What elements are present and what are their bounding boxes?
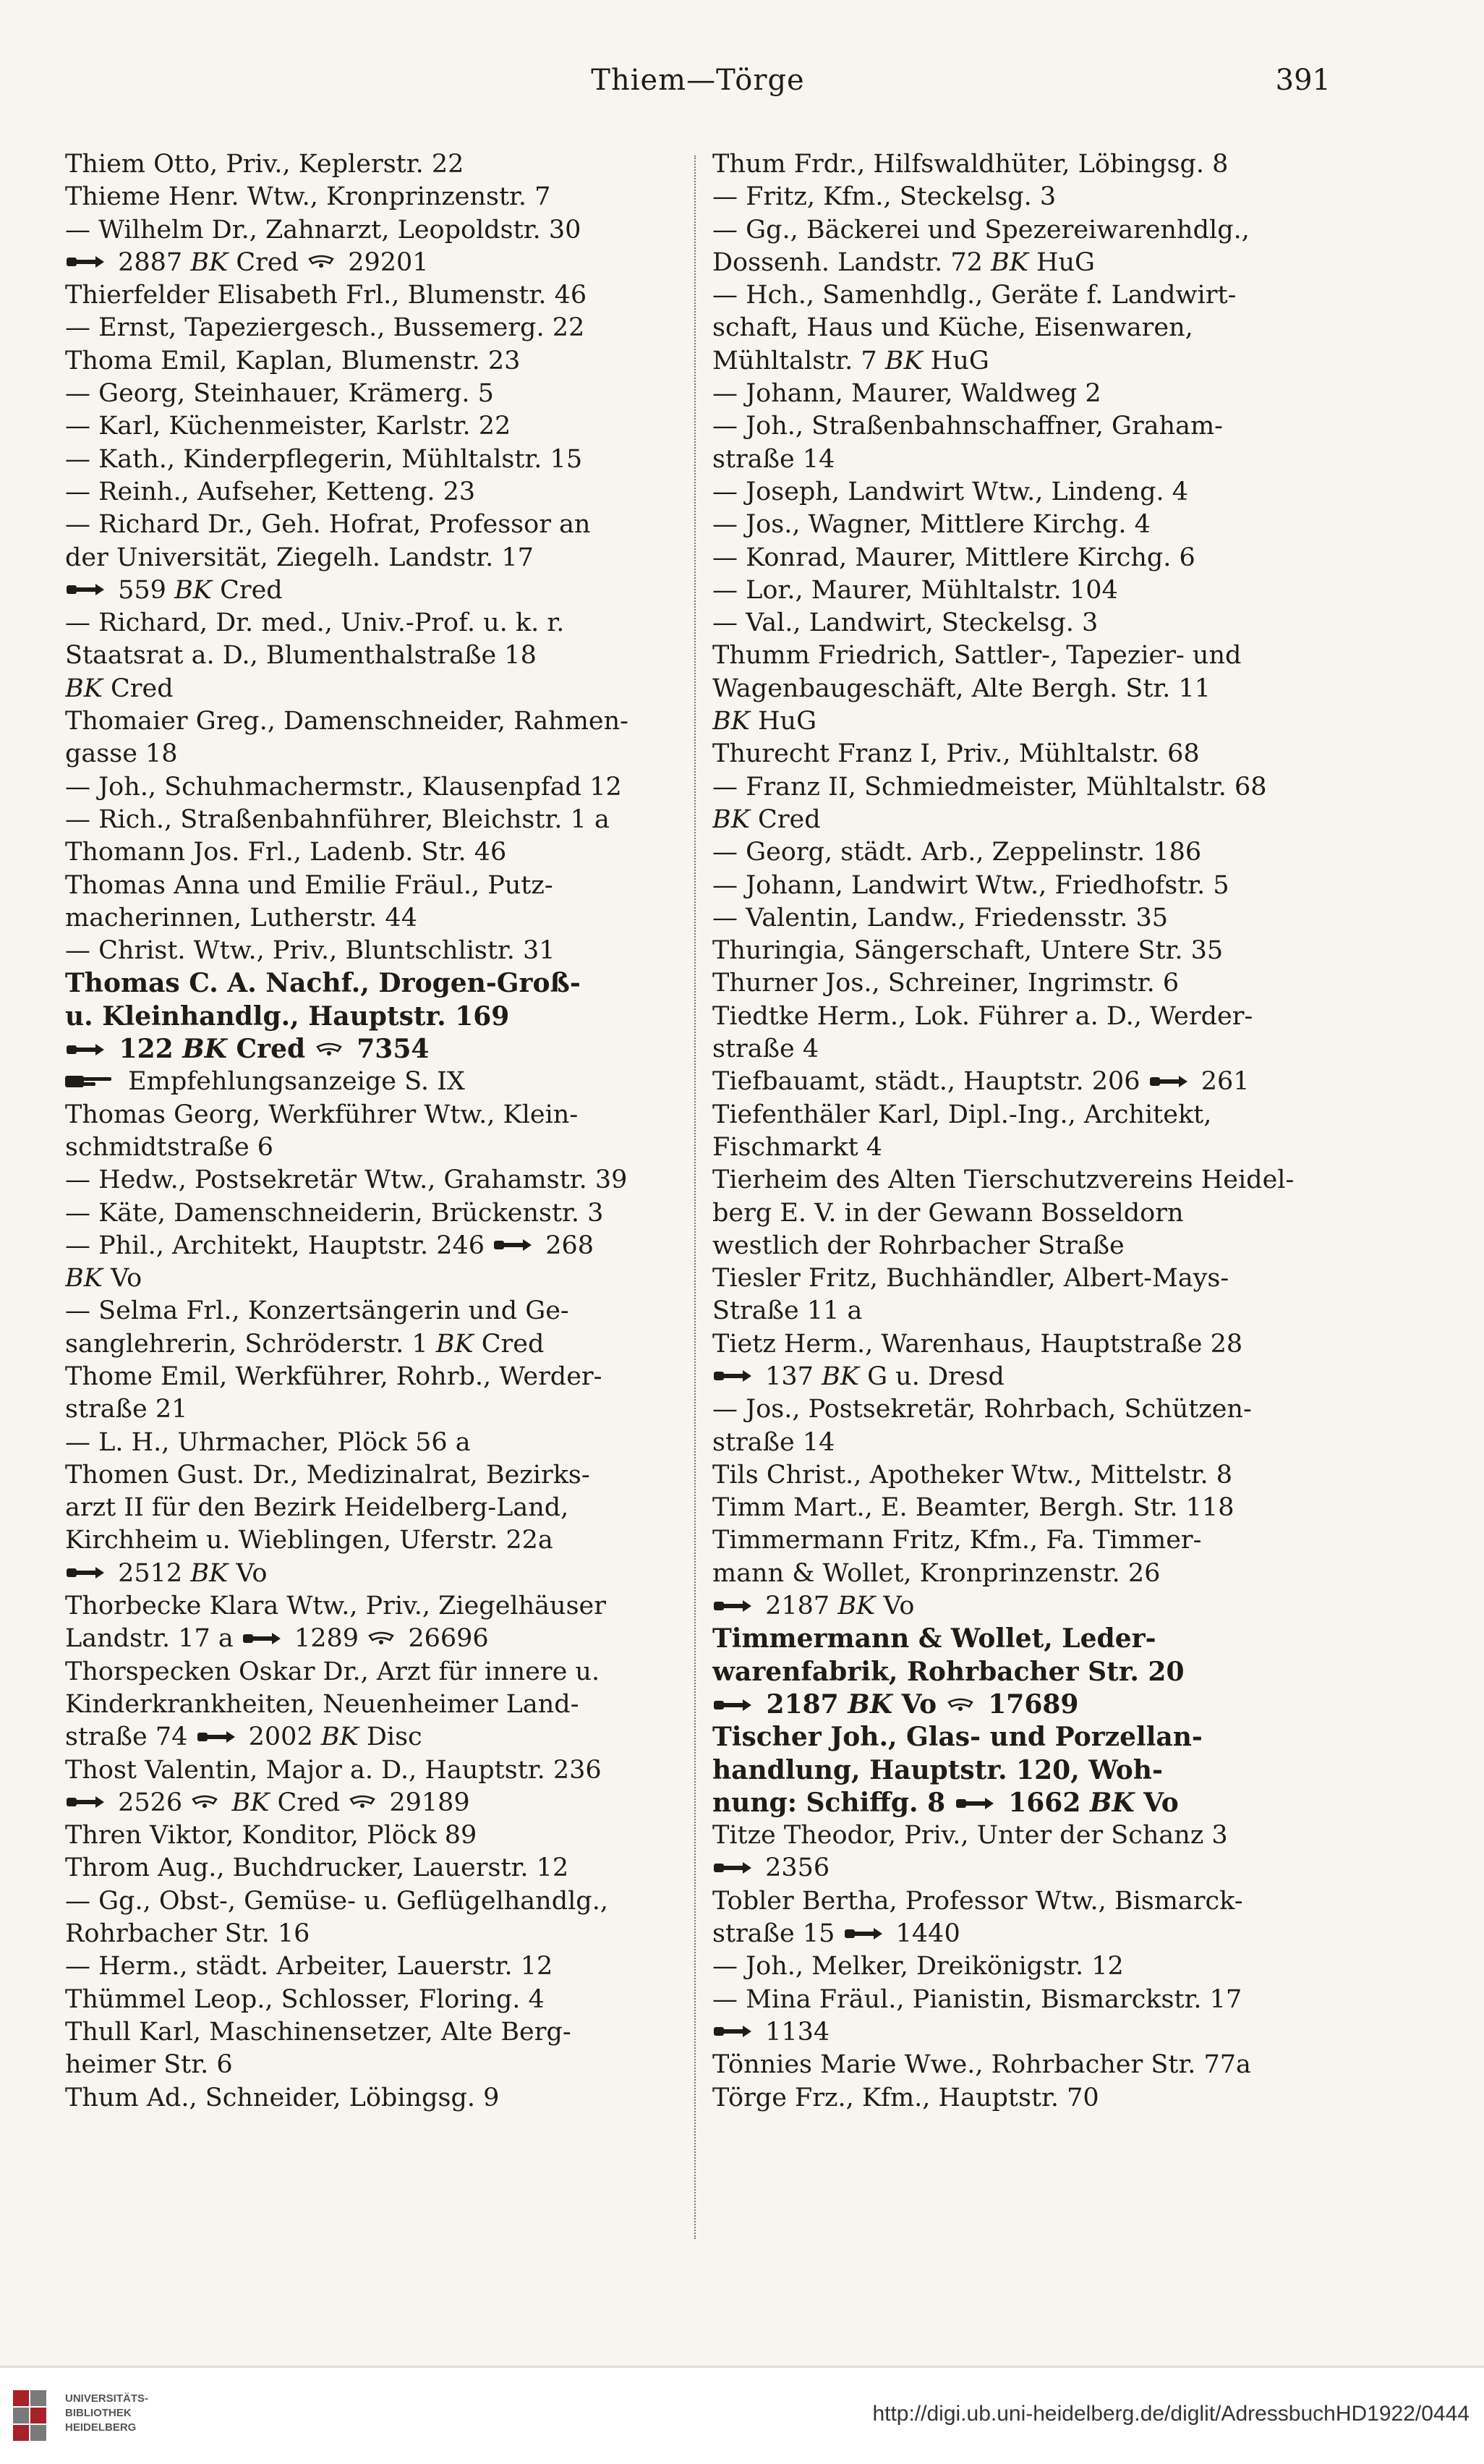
entry-line: 122 BK Cred 7354 bbox=[130, 1033, 680, 1066]
directory-entry bbox=[65, 771, 680, 804]
entry-line: — Johann, Landwirt Wtw., Friedhofstr. 5 bbox=[712, 870, 1229, 900]
directory-entry bbox=[65, 935, 680, 967]
entry-line: BK Cred bbox=[65, 674, 174, 703]
entry-line: 2887 BK Cred 29201 bbox=[130, 247, 680, 279]
telephone-icon bbox=[492, 1238, 533, 1252]
entry-line: 137 BK G u. Dresd bbox=[777, 1361, 1327, 1393]
entry-line: u. Kleinhandlg., Hauptstr. 169 bbox=[65, 1001, 510, 1032]
telephone-icon bbox=[712, 2024, 753, 2039]
directory-entry bbox=[712, 1819, 1327, 1885]
logo-text bbox=[65, 2392, 210, 2435]
directory-entry bbox=[65, 1656, 680, 1754]
entry-line: Throm Aug., Buchdrucker, Lauerstr. 12 bbox=[65, 1853, 569, 1883]
directory-entry bbox=[65, 1984, 680, 2016]
entry-line: — Ernst, Tapeziergesch., Bussemerg. 22 bbox=[65, 313, 585, 343]
directory-entry bbox=[712, 148, 1327, 181]
entry-line: Tönnies Marie Wwe., Rohrbacher Str. 77a bbox=[712, 2050, 1251, 2080]
telephone-icon bbox=[65, 1795, 106, 1809]
pointing-hand-icon bbox=[65, 1073, 116, 1090]
directory-entry bbox=[65, 607, 680, 705]
entry-line: — Joh., Straßenbahnschaffner, Graham- bbox=[712, 412, 1223, 441]
directory-entry bbox=[712, 1885, 1327, 1951]
directory-entry bbox=[712, 214, 1327, 280]
directory-entry bbox=[65, 967, 680, 1066]
directory-entry bbox=[712, 2082, 1327, 2115]
running-title: Thiem—Törge bbox=[591, 64, 805, 97]
directory-entry bbox=[65, 1590, 680, 1656]
entry-line: Thumm Friedrich, Sattler-, Tapezier- und bbox=[712, 641, 1242, 671]
entry-line: Thomas Anna und Emilie Fräul., Putz- bbox=[65, 870, 553, 900]
telephone-icon bbox=[65, 1566, 106, 1580]
telephone-icon bbox=[65, 1042, 106, 1057]
entry-line: — Hch., Samenhdlg., Geräte f. Landwirt- bbox=[712, 281, 1237, 310]
entry-line: — Kath., Kinderpflegerin, Mühltalstr. 15 bbox=[65, 444, 583, 474]
directory-entry bbox=[65, 1099, 680, 1165]
entry-line: Dossenh. Landstr. 72 BK HuG bbox=[712, 247, 1096, 277]
directory-entry bbox=[712, 378, 1327, 410]
entry-line: Mühltalstr. 7 BK HuG bbox=[712, 346, 989, 375]
entry-line: Tischer Joh., Glas- und Porzellan- bbox=[712, 1722, 1203, 1753]
entry-line: Titze Theodor, Priv., Unter der Schanz 3 bbox=[712, 1821, 1228, 1851]
directory-entry bbox=[65, 1819, 680, 1852]
entry-line: Thomaier Greg., Damenschneider, Rahmen- bbox=[65, 707, 628, 736]
telephone-icon bbox=[712, 1369, 753, 1383]
telephone-icon bbox=[843, 1926, 884, 1941]
directory-entry bbox=[712, 476, 1327, 509]
directory-entry bbox=[712, 870, 1327, 902]
entry-line: Thome Emil, Werkführer, Rohrb., Werder- bbox=[65, 1361, 602, 1391]
entry-line: straße 21 bbox=[65, 1395, 188, 1424]
phone-receiver-icon bbox=[946, 1698, 975, 1712]
entry-line: Tiefenthäler Karl, Dipl.-Ing., Architekt, bbox=[712, 1100, 1212, 1129]
directory-entry bbox=[65, 214, 680, 280]
entry-line: straße 14 bbox=[712, 1427, 835, 1457]
entry-line: Thum Frdr., Hilfswaldhüter, Löbingsg. 8 bbox=[712, 150, 1229, 179]
directory-entry bbox=[65, 378, 680, 410]
entry-line: Thren Viktor, Konditor, Plöck 89 bbox=[65, 1821, 477, 1851]
entry-line: — Phil., Architekt, Hauptstr. 246 268 bbox=[65, 1231, 594, 1260]
entry-line: der Universität, Ziegelh. Landstr. 17 bbox=[65, 543, 534, 572]
entry-line: Thuringia, Sängerschaft, Untere Str. 35 bbox=[712, 936, 1224, 966]
entry-line: BK Vo bbox=[65, 1264, 142, 1293]
directory-entry bbox=[712, 1099, 1327, 1165]
left-column bbox=[65, 148, 680, 2261]
entry-line: Thiem Otto, Priv., Keplerstr. 22 bbox=[65, 150, 464, 179]
directory-entry bbox=[712, 836, 1327, 869]
entry-line: Tierheim des Alten Tierschutzvereins Heidel- bbox=[712, 1165, 1295, 1195]
directory-entry bbox=[65, 476, 680, 509]
directory-entry bbox=[65, 1885, 680, 1951]
bank-code: BK bbox=[884, 346, 923, 375]
directory-entry bbox=[712, 1328, 1327, 1394]
entry-line: Törge Frz., Kfm., Hauptstr. 70 bbox=[712, 2083, 1099, 2112]
logo-line: BIBLIOTHEK bbox=[65, 2407, 132, 2419]
directory-entry bbox=[65, 1754, 680, 1820]
directory-entry bbox=[712, 967, 1327, 1000]
directory-entry bbox=[65, 1361, 680, 1427]
entry-line: Thorspecken Oskar Dr., Arzt für innere u. bbox=[65, 1657, 600, 1686]
entry-line: Tobler Bertha, Professor Wtw., Bismarck- bbox=[712, 1886, 1243, 1916]
entry-line: westlich der Rohrbacher Straße bbox=[712, 1231, 1125, 1260]
directory-entry bbox=[712, 771, 1327, 837]
entry-line: Thümmel Leop., Schlosser, Floring. 4 bbox=[65, 1984, 545, 2014]
entry-line: Tiefbauamt, städt., Hauptstr. 206 261 bbox=[712, 1067, 1250, 1097]
telephone-icon bbox=[955, 1796, 995, 1811]
entry-line: — Gg., Bäckerei und Spezereiwarenhdlg., bbox=[712, 215, 1250, 245]
entry-line: Kirchheim u. Wieblingen, Uferstr. 22a bbox=[65, 1526, 553, 1555]
entry-line: — Fritz, Kfm., Steckelsg. 3 bbox=[712, 182, 1057, 212]
page-number: 391 bbox=[1275, 64, 1331, 97]
entry-line: — Joh., Melker, Dreikönigstr. 12 bbox=[712, 1952, 1124, 1981]
entry-line: schmidtstraße 6 bbox=[65, 1132, 274, 1162]
directory-entry bbox=[65, 1164, 680, 1197]
directory-entry bbox=[65, 2082, 680, 2115]
entry-line: mann & Wollet, Kronprinzenstr. 26 bbox=[712, 1558, 1161, 1588]
entry-line: 2187 BK Vo bbox=[777, 1590, 1327, 1623]
directory-entry bbox=[712, 1393, 1327, 1459]
telephone-icon bbox=[65, 582, 106, 597]
entry-line: — Herm., städt. Arbeiter, Lauerstr. 12 bbox=[65, 1952, 553, 1981]
directory-entry bbox=[712, 607, 1327, 640]
entry-line: schaft, Haus und Küche, Eisenwaren, bbox=[712, 313, 1193, 343]
directory-entry bbox=[712, 2049, 1327, 2081]
directory-entry bbox=[65, 181, 680, 213]
entry-line: straße 15 1440 bbox=[712, 1919, 960, 1949]
entry-line: — Richard, Dr. med., Univ.-Prof. u. k. r. bbox=[65, 608, 565, 638]
entry-line: gasse 18 bbox=[65, 739, 178, 769]
entry-line: Thorbecke Klara Wtw., Priv., Ziegelhäuser bbox=[65, 1592, 606, 1621]
phone-receiver-icon bbox=[307, 255, 336, 269]
directory-entry bbox=[65, 804, 680, 836]
bank-code: BK bbox=[65, 674, 103, 703]
bank-code: BK bbox=[190, 247, 229, 277]
entry-line: BK Cred bbox=[712, 804, 821, 834]
entry-line: Timmermann Fritz, Kfm., Fa. Timmer- bbox=[712, 1526, 1202, 1555]
entry-line: straße 74 2002 BK Disc bbox=[65, 1722, 422, 1752]
viewer-footer bbox=[0, 2366, 1484, 2464]
entry-line: nung: Schiffg. 8 1662 BK Vo bbox=[712, 1787, 1179, 1818]
bank-code: BK bbox=[190, 1558, 229, 1588]
entry-line: Landstr. 17 a 1289 26696 bbox=[65, 1624, 489, 1654]
entry-line: macherinnen, Lutherstr. 44 bbox=[65, 903, 417, 933]
entry-line: — Karl, Küchenmeister, Karlstr. 22 bbox=[65, 412, 511, 441]
directory-entry bbox=[65, 870, 680, 935]
directory-entry bbox=[712, 509, 1327, 541]
entry-line: heimer Str. 6 bbox=[65, 2050, 233, 2080]
entry-line: Tiedtke Herm., Lok. Führer a. D., Werder- bbox=[712, 1001, 1253, 1031]
directory-entry bbox=[65, 345, 680, 378]
entry-line: — Georg, Steinhauer, Krämerg. 5 bbox=[65, 379, 494, 409]
entry-line: — Valentin, Landw., Friedensstr. 35 bbox=[712, 903, 1169, 933]
directory-entry bbox=[65, 410, 680, 443]
entry-line: 2512 BK Vo bbox=[130, 1558, 680, 1590]
bank-code: BK bbox=[435, 1329, 474, 1359]
bank-code: BK bbox=[65, 1264, 103, 1293]
directory-entry bbox=[65, 312, 680, 344]
entry-line: Empfehlungsanzeige S. IX bbox=[130, 1066, 680, 1098]
directory-entry bbox=[65, 1427, 680, 1459]
entry-line: Rohrbacher Str. 16 bbox=[65, 1919, 310, 1949]
entry-line: — Johann, Maurer, Waldweg 2 bbox=[712, 379, 1101, 409]
directory-entry bbox=[712, 1984, 1327, 2049]
directory-entry bbox=[712, 279, 1327, 378]
directory-entry bbox=[712, 1623, 1327, 1721]
directory-entry bbox=[712, 1164, 1327, 1262]
directory-entry bbox=[712, 1459, 1327, 1492]
entry-line: — Mina Fräul., Pianistin, Bismarckstr. 17 bbox=[712, 1984, 1242, 2014]
source-url-link[interactable]: http://digi.ub.uni-heidelberg.de/diglit/AdressbuchHD1922/0444 bbox=[872, 2402, 1470, 2426]
logo-line: HEIDELBERG bbox=[65, 2421, 137, 2434]
entry-line: Thierfelder Elisabeth Frl., Blumenstr. 46 bbox=[65, 281, 587, 310]
directory-entry bbox=[65, 509, 680, 607]
directory-entry bbox=[712, 1262, 1327, 1328]
directory-entry bbox=[712, 1524, 1327, 1623]
entry-line: — Selma Frl., Konzertsängerin und Ge- bbox=[65, 1296, 569, 1326]
directory-entry bbox=[712, 410, 1327, 476]
directory-entry bbox=[712, 574, 1327, 607]
bank-code: BK bbox=[990, 247, 1028, 277]
entry-line: 2187 BK Vo 17689 bbox=[777, 1688, 1327, 1721]
footer-rule bbox=[0, 2366, 1484, 2368]
entry-line: Thurner Jos., Schreiner, Ingrimstr. 6 bbox=[712, 969, 1180, 998]
entry-line: — Joh., Schuhmachermstr., Klausenpfad 12 bbox=[65, 772, 622, 802]
bank-code: BK bbox=[320, 1722, 359, 1752]
directory-entry bbox=[712, 935, 1327, 967]
entry-line: 559 BK Cred bbox=[130, 574, 680, 607]
directory-entry bbox=[712, 1001, 1327, 1066]
directory-entry bbox=[712, 1492, 1327, 1524]
entry-line: Thull Karl, Maschinensetzer, Alte Berg- bbox=[65, 2017, 571, 2047]
directory-entry bbox=[65, 1950, 680, 1983]
directory-entry bbox=[712, 542, 1327, 574]
bank-code: BK bbox=[712, 707, 750, 736]
bank-code: BK bbox=[822, 1361, 859, 1391]
entry-line: — Jos., Wagner, Mittlere Kirchg. 4 bbox=[712, 510, 1151, 540]
directory-entry bbox=[712, 738, 1327, 770]
phone-receiver-icon bbox=[367, 1631, 396, 1646]
bank-code: BK bbox=[174, 575, 212, 605]
directory-entry bbox=[65, 1295, 680, 1361]
directory-entry bbox=[65, 1066, 680, 1098]
entry-line: Timmermann & Wollet, Leder- bbox=[712, 1623, 1156, 1654]
entry-line: 2356 bbox=[777, 1852, 1327, 1885]
entry-line: Wagenbaugeschäft, Alte Bergh. Str. 11 bbox=[712, 674, 1211, 703]
telephone-icon bbox=[712, 1698, 753, 1712]
entry-line: — Franz II, Schmiedmeister, Mühltalstr. 68 bbox=[712, 772, 1267, 802]
library-logo[interactable] bbox=[13, 2387, 201, 2452]
directory-entry bbox=[712, 640, 1327, 738]
directory-entry bbox=[712, 902, 1327, 935]
entry-line: Thost Valentin, Major a. D., Hauptstr. 236 bbox=[65, 1755, 602, 1785]
entry-line: warenfabrik, Rohrbacher Str. 20 bbox=[712, 1656, 1185, 1687]
entry-line: Tiesler Fritz, Buchhändler, Albert-Mays- bbox=[712, 1264, 1229, 1293]
entry-line: — Käte, Damenschneiderin, Brückenstr. 3 bbox=[65, 1198, 604, 1228]
entry-line: Thieme Henr. Wtw., Kronprinzenstr. 7 bbox=[65, 182, 551, 212]
directory-entry bbox=[712, 181, 1327, 213]
bank-code: BK bbox=[712, 804, 750, 834]
directory-entry bbox=[65, 279, 680, 312]
entry-line: Straße 11 a bbox=[712, 1296, 863, 1326]
directory-entry bbox=[65, 1459, 680, 1590]
directory-entry bbox=[712, 1950, 1327, 1983]
entry-line: — Richard Dr., Geh. Hofrat, Professor an bbox=[65, 510, 591, 540]
directory-entry bbox=[712, 1066, 1327, 1098]
telephone-icon bbox=[712, 1861, 753, 1875]
entry-line: BK HuG bbox=[712, 707, 817, 736]
telephone-icon bbox=[65, 255, 106, 269]
entry-line: handlung, Hauptstr. 120, Woh- bbox=[712, 1754, 1163, 1785]
directory-entry bbox=[65, 443, 680, 476]
entry-line: Thoma Emil, Kaplan, Blumenstr. 23 bbox=[65, 346, 521, 375]
entry-line: sanglehrerin, Schröderstr. 1 BK Cred bbox=[65, 1329, 545, 1359]
entry-line: Tietz Herm., Warenhaus, Hauptstraße 28 bbox=[712, 1329, 1243, 1359]
entry-line: — Wilhelm Dr., Zahnarzt, Leopoldstr. 30 bbox=[65, 215, 581, 245]
entry-line: Timm Mart., E. Beamter, Bergh. Str. 118 bbox=[712, 1493, 1234, 1523]
entry-line: — L. H., Uhrmacher, Plöck 56 a bbox=[65, 1427, 471, 1457]
entry-line: Kinderkrankheiten, Neuenheimer Land- bbox=[65, 1689, 579, 1719]
entry-line: — Val., Landwirt, Steckelsg. 3 bbox=[712, 608, 1099, 638]
entry-line: — Christ. Wtw., Priv., Bluntschlistr. 31 bbox=[65, 936, 555, 966]
bank-code: BK bbox=[231, 1788, 270, 1817]
directory-entry bbox=[65, 705, 680, 771]
entry-line: Thurecht Franz I, Priv., Mühltalstr. 68 bbox=[712, 739, 1200, 769]
directory-entry bbox=[65, 1197, 680, 1230]
entry-line: straße 4 bbox=[712, 1035, 819, 1064]
entry-line: straße 14 bbox=[712, 444, 835, 474]
entry-line: berg E. V. in der Gewann Bosseldorn bbox=[712, 1198, 1184, 1228]
entry-line: — Jos., Postsekretär, Rohrbach, Schützen- bbox=[712, 1395, 1252, 1424]
entry-line: Thomen Gust. Dr., Medizinalrat, Bezirks- bbox=[65, 1460, 590, 1490]
entry-line: Thomann Jos. Frl., Ladenb. Str. 46 bbox=[65, 838, 507, 867]
entry-line: — Joseph, Landwirt Wtw., Lindeng. 4 bbox=[712, 477, 1189, 506]
entry-line: 1134 bbox=[777, 2016, 1327, 2049]
ub-logo-icon bbox=[13, 2390, 59, 2445]
entry-line: Thomas Georg, Werkführer Wtw., Klein- bbox=[65, 1100, 579, 1129]
bank-code: BK bbox=[1089, 1787, 1135, 1818]
phone-receiver-icon bbox=[315, 1042, 344, 1057]
directory-entry bbox=[712, 1721, 1327, 1819]
telephone-icon bbox=[712, 1599, 753, 1613]
phone-receiver-icon bbox=[348, 1795, 377, 1809]
entry-line: Staatsrat a. D., Blumenthalstraße 18 bbox=[65, 641, 537, 671]
bank-code: BK bbox=[837, 1592, 876, 1621]
entry-line: — Georg, städt. Arb., Zeppelinstr. 186 bbox=[712, 838, 1202, 867]
directory-entry bbox=[65, 2016, 680, 2082]
column-divider bbox=[694, 156, 696, 2239]
entry-line: — Hedw., Postsekretär Wtw., Grahamstr. 39 bbox=[65, 1165, 628, 1195]
entry-line: 2526 BK Cred 29189 bbox=[130, 1787, 680, 1819]
directory-entry bbox=[65, 148, 680, 181]
entry-line: — Konrad, Maurer, Mittlere Kirchg. 6 bbox=[712, 543, 1195, 572]
entry-line: Thomas C. A. Nachf., Drogen-Groß- bbox=[65, 968, 581, 999]
entry-line: — Lor., Maurer, Mühltalstr. 104 bbox=[712, 575, 1118, 605]
telephone-icon bbox=[242, 1631, 282, 1646]
logo-line: UNIVERSITÄTS- bbox=[65, 2392, 149, 2405]
entry-line: Tils Christ., Apotheker Wtw., Mittelstr. 8 bbox=[712, 1460, 1233, 1490]
entry-line: Fischmarkt 4 bbox=[712, 1132, 883, 1162]
telephone-icon bbox=[1148, 1074, 1189, 1089]
entry-line: — Gg., Obst-, Gemüse- u. Geflügelhandlg., bbox=[65, 1886, 608, 1916]
page-header bbox=[65, 64, 1331, 114]
directory-entry bbox=[65, 1230, 680, 1296]
bank-code: BK bbox=[182, 1034, 227, 1065]
directory-entry bbox=[65, 1852, 680, 1885]
bank-code: BK bbox=[848, 1688, 892, 1720]
entry-line: arzt II für den Bezirk Heidelberg-Land, bbox=[65, 1493, 569, 1523]
phone-receiver-icon bbox=[190, 1795, 219, 1809]
telephone-icon bbox=[196, 1730, 236, 1744]
entry-line: — Rich., Straßenbahnführer, Bleichstr. 1 a bbox=[65, 804, 610, 834]
entry-line: Thum Ad., Schneider, Löbingsg. 9 bbox=[65, 2083, 500, 2112]
directory-entry bbox=[65, 836, 680, 869]
entry-line: — Reinh., Aufseher, Ketteng. 23 bbox=[65, 477, 476, 506]
right-column bbox=[712, 148, 1327, 2261]
